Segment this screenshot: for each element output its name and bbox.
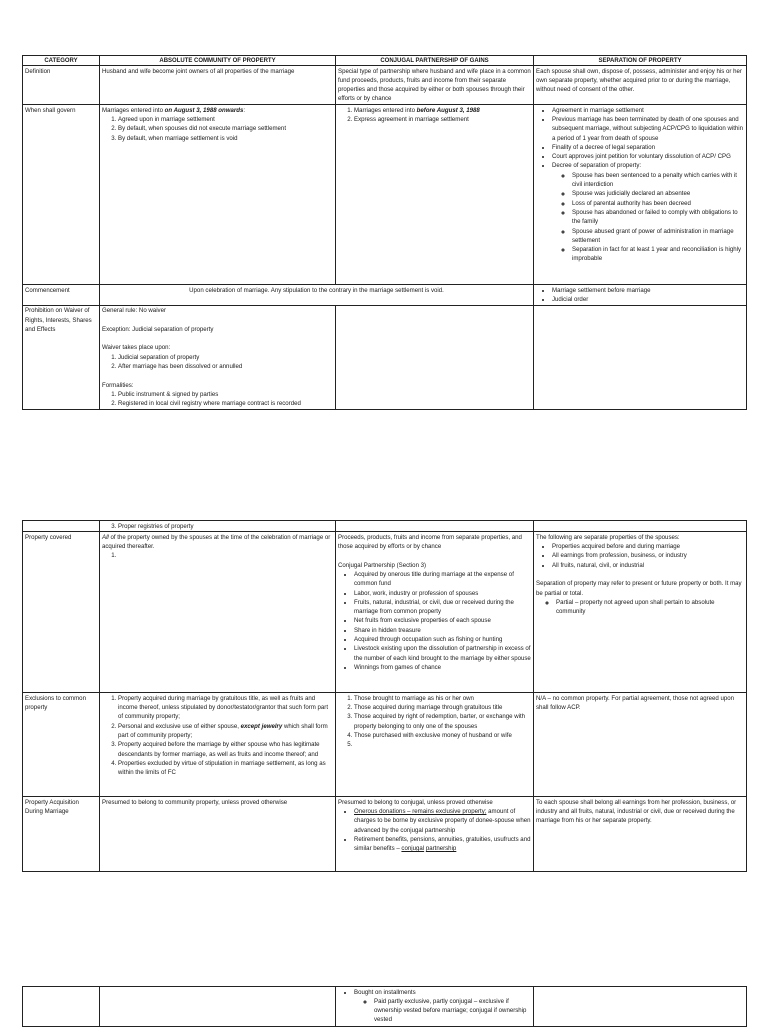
list-item: • Retirement benefits, pensions, annuities, gratuities, usufructs and similar benefits – conjugal partnership (354, 835, 531, 854)
list-item: • Livestock existing upon the dissolution of partnership in excess of the number of each kind brought to the marriage by either spouse (354, 644, 531, 663)
list-item: 1. Marriages entered into before August 3, 1988 (354, 106, 531, 115)
category-covered: Property covered (23, 532, 100, 693)
list-item: ◦ Paid partly exclusive, partly conjugal – exclusive if ownership vested before marriage; conjugal if ownership vested (374, 997, 531, 1025)
category-definition: Definition (23, 66, 100, 105)
list-item: • Properties acquired before and during marriage (552, 542, 744, 551)
list-item: • Decree of separation of property: ◦ Spouse has been sentenced to a penalty which carries with it civil interdiction ◦ Spouse was judicially declared an absentee ◦ Loss of parental authority has been decreed ◦ Spouse has abandoned or failed to comply with obligations to the family ◦ Spouse abused grant of power of administration in marriage settlement ◦ Separation in fact for at least 1 year and reconciliation is highly improbable (552, 161, 744, 263)
header-category: CATEGORY (23, 56, 100, 66)
cpg-definition: Special type of partnership where husband and wife place in a common fund proceeds, products, fruits and income from their separate properties and those acquired by either or both spouses through their efforts or by chance (336, 66, 534, 105)
regime-comparison-table-3 (22, 986, 747, 1027)
list-item: • All fruits, natural, civil, or industrial (552, 561, 744, 570)
list-item: • Fruits, natural, industrial, or civil, due or received during the marriage from common property (354, 598, 531, 617)
cpg-installments (336, 987, 534, 1027)
list-item: 1. Those brought to marriage as his or her own (354, 694, 531, 703)
cpg-govern (336, 105, 534, 285)
list-item: 2. Personal and exclusive use of either spouse, except jewelry which shall form part of community property; (118, 722, 333, 741)
list-item: 2. Those acquired during marriage through gratuitous title (354, 703, 531, 712)
row-acquisition (23, 797, 747, 872)
list-item: • Onerous donations – remains exclusive property; amount of charges to be borne by exclusive property of donee-spouse when advanced by the conjugal partnership (354, 807, 531, 835)
cpg-covered: Proceeds, products, fruits and income from separate properties, and those acquired by efforts or by chance Conjugal Partnership (Section 3) • Acquired by onerous title during marriage at the expense of common fund • Labor, work, industry or profession of spouses • Fruits, natural, industrial, or civil, due or received during the marriage from common property • Net fruits from exclusive properties of each spouse • Share in hidden treasure • Acquired through occupation such as fishing or hunting • Livestock existing upon the dissolution of partnership in excess of the number of each kind brought to the marriage by either spouse • Winnings from games of chance (336, 532, 534, 693)
list-item: • Finality of a decree of legal separation (552, 143, 744, 152)
acp-definition: Husband and wife become joint owners of all properties of the marriage (100, 66, 336, 105)
cpg-acquisition: Presumed to belong to conjugal, unless proved otherwise • Onerous donations – remains exclusive property; amount of charges to be borne by exclusive property of donee-spouse when advanced by the conjugal partnership • Retirement benefits, pensions, annuities, gratuities, usufructs and similar benefits – conjugal partnership (336, 797, 534, 872)
sep-waiver (534, 305, 747, 409)
list-item: ◦ Loss of parental authority has been decreed (572, 199, 744, 208)
regime-comparison-table-2 (22, 520, 747, 872)
list-item: • Net fruits from exclusive properties of each spouse (354, 616, 531, 625)
sep-definition: Each spouse shall own, dispose of, possess, administer and enjoy his or her own separate property, whether acquired prior to or during the marriage, without need of consent of the other. (534, 66, 747, 105)
list-item: ◦ Separation in fact for at least 1 year and reconciliation is highly improbable (572, 245, 744, 264)
list-item: 3. Those acquired by right of redemption, barter, or exchange with property belonging to only one of the spouses (354, 712, 531, 731)
list-item: • Winnings from games of chance (354, 663, 531, 672)
list-item: 3. Property acquired before the marriage by either spouse who has legitimate descendants by former marriage, as well as fruits and income thereof; and (118, 740, 333, 759)
list-item: • Agreement in marriage settlement (552, 106, 744, 115)
list-item: • Previous marriage has been terminated by death of one spouses and subsequent marriage, without subjecting ACP/CPG to liquidation within a period of 1 year from death of spouse (552, 115, 744, 143)
list-item: 1. Property acquired during marriage by gratuitous title, as well as fruits and income thereof, unless stipulated by donor/testator/grantor that such form part of community property; (118, 694, 333, 722)
list-item: • Bought on installments ◦ Paid partly exclusive, partly conjugal – exclusive if ownership vested before marriage; conjugal if ownership vested (354, 988, 531, 1025)
list-item: 2. Registered in local civil registry where marriage contract is recorded (118, 399, 333, 408)
list-item: 1. Public instrument & signed by parties (118, 390, 333, 399)
list-item: • Judicial order (552, 295, 744, 304)
list-item: 2. After marriage has been dissolved or annulled (118, 362, 333, 371)
acp-waiver: General rule: No waiver Exception: Judicial separation of property Waiver takes place upon: 1. Judicial separation of property 2. After marriage has been dissolved or annulled Formalities: 1. Public instrument & signed by parties 2. Registered in local civil registry where marriage contract is recorded (100, 305, 336, 409)
list-item: 3. By default, when marriage settlement is void (118, 134, 333, 143)
list-item: 2. Express agreement in marriage settlement (354, 115, 531, 124)
header-acp: ABSOLUTE COMMUNITY OF PROPERTY (100, 56, 336, 66)
row-when-shall-govern (23, 105, 747, 285)
list-item: • Share in hidden treasure (354, 626, 531, 635)
category-waiver: Prohibition on Waiver of Rights, Interests, Shares and Effects (23, 305, 100, 409)
row-installments (23, 987, 747, 1027)
list-item: 3. Proper registries of property (118, 522, 333, 531)
list-item (118, 551, 333, 560)
list-item: ◦ Partial – property not agreed upon shall pertain to absolute community (556, 598, 744, 617)
list-item: 4. Those purchased with exclusive money of husband or wife (354, 731, 531, 740)
category-commencement: Commencement (23, 285, 100, 306)
acp-cpg-commencement: Upon celebration of marriage. Any stipulation to the contrary in the marriage settlement is void. (100, 285, 534, 306)
list-item: • Marriage settlement before marriage (552, 286, 744, 295)
row-definition (23, 66, 747, 105)
acp-covered: All of the property owned by the spouses at the time of the celebration of marriage or acquired thereafter. 1. (100, 532, 336, 693)
sep-exclusions: N/A – no common property. For partial agreement, those not agreed upon shall follow ACP. (534, 693, 747, 797)
list-item: • Labor, work, industry or profession of spouses (354, 589, 531, 598)
regime-comparison-table-1 (22, 55, 747, 410)
cpg-exclusions (336, 693, 534, 797)
category-exclusions: Exclusions to common property (23, 693, 100, 797)
list-item: 1. Agreed upon in marriage settlement (118, 115, 333, 124)
acp-govern-intro: Marriages entered into on August 3, 1988 onwards: (102, 106, 246, 114)
acp-govern (100, 105, 336, 285)
list-item: • All earnings from profession, business, or industry (552, 551, 744, 560)
row-waiver (23, 305, 747, 409)
row-property-covered (23, 532, 747, 693)
acp-exclusions (100, 693, 336, 797)
category-govern: When shall govern (23, 105, 100, 285)
sep-acquisition: To each spouse shall belong all earnings from her profession, business, or industry and all fruits, natural, industrial or civil, due or received during the marriage from his or her separate property. (534, 797, 747, 872)
list-item (354, 740, 531, 749)
list-item: ◦ Spouse has been sentenced to a penalty which carries with it civil interdiction (572, 171, 744, 190)
header-separation: SEPARATION OF PROPERTY (534, 56, 747, 66)
row-commencement (23, 285, 747, 306)
list-item: 2. By default, when spouses did not execute marriage settlement (118, 124, 333, 133)
category-acquisition: Property Acquisition During Marriage (23, 797, 100, 872)
list-item: • Court approves joint petition for voluntary dissolution of ACP/ CPG (552, 152, 744, 161)
row-exclusions (23, 693, 747, 797)
row-continuation (23, 521, 747, 532)
header-cpg: CONJUGAL PARTNERSHIP OF GAINS (336, 56, 534, 66)
list-item: • Acquired through occupation such as fishing or hunting (354, 635, 531, 644)
list-item: ◦ Spouse abused grant of power of administration in marriage settlement (572, 227, 744, 246)
sep-commencement (534, 285, 747, 306)
list-item: 4. Properties excluded by virtue of stipulation in marriage settlement, as long as within the limits of FC (118, 759, 333, 778)
sep-covered: The following are separate properties of the spouses: • Properties acquired before and during marriage • All earnings from profession, business, or industry • All fruits, natural, civil, or industrial Separation of property may refer to present or future property or both. It may be partial or total. ◦ Partial – property not agreed upon shall pertain to absolute community (534, 532, 747, 693)
cpg-waiver (336, 305, 534, 409)
list-item: 1. Judicial separation of property (118, 353, 333, 362)
acp-acquisition: Presumed to belong to community property, unless proved otherwise (100, 797, 336, 872)
list-item: ◦ Spouse was judicially declared an absentee (572, 189, 744, 198)
list-item: ◦ Spouse has abandoned or failed to comply with obligations to the family (572, 208, 744, 227)
sep-govern (534, 105, 747, 285)
list-item: • Acquired by onerous title during marriage at the expense of common fund (354, 570, 531, 589)
